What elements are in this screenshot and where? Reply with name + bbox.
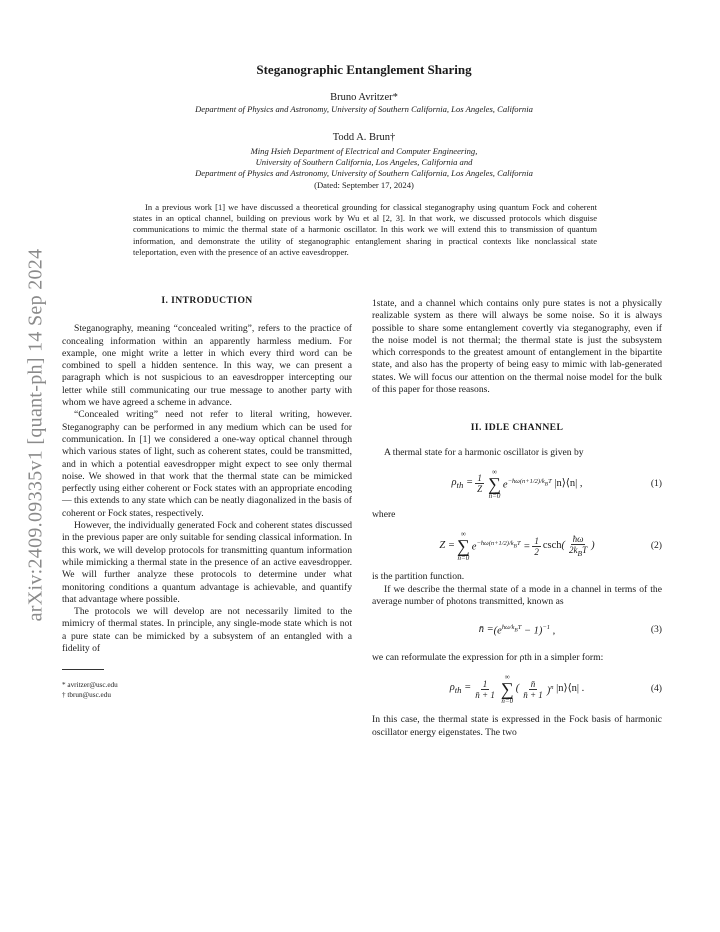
paper-title: Steganographic Entanglement Sharing	[256, 62, 472, 77]
paragraph: Steganography, meaning “concealed writing”, refers to the practice of concealing information within an apparently harmless medium. For example, one might write a letter in which every third word can be combined to spell a hidden sentence. In this way, we can present a paragraph which is not suspicious to an eavesdropper intercepting our letter while still communicating our true message to another party with whom we have agreed a scheme in advance.	[62, 323, 352, 409]
arxiv-identifier: arXiv:2409.09335v1 [quant-ph] 14 Sep 2024	[24, 248, 47, 622]
section-title-idle-channel: II. IDLE CHANNEL	[470, 422, 564, 434]
paragraph: The protocols we will develop are not necessarily limited to the mimicry of thermal states. In principle, any single-mode state which is not a pure state can be mimicked by a subsystem of an entangled with a fidelity of	[62, 606, 352, 655]
section-title-introduction: I. INTRODUCTION	[161, 295, 253, 306]
footnote-email-1: * avritzer@usc.edu	[62, 681, 118, 690]
paragraph-continued: 1state, and a channel which contains only pure states is not a physically realizable system as there will always be some noise. So it is always possible to share some entanglement covertly via steganography, even if the noise model is not thermal; the thermal state is just the subsystem which corresponds to the greatest amount of entanglement in the bipartite state, and also has the property of being easy to mimic with lab-generated states. We will focus our attention on the thermal noise model for the bulk of this paper for those reasons.	[372, 298, 662, 396]
equation-3: n̄ = $(e^{ħ\omega/k_BT} - 1)^{-1}$ , (3)	[478, 624, 662, 637]
equation-number: (4)	[650, 683, 662, 695]
affiliation-2-line-1: Ming Hsieh Department of Electrical and Computer Engineering,	[250, 146, 478, 156]
where-label: where	[372, 508, 396, 520]
date-line: (Dated: September 17, 2024)	[314, 180, 414, 190]
author-2: Todd A. Brun†	[332, 132, 396, 143]
footnote-rule	[62, 669, 104, 670]
affiliation-1: Department of Physics and Astronomy, University of Southern California, Los Angeles, California	[195, 104, 533, 114]
paragraph: If we describe the thermal state of a mode in a channel in terms of the average number of photons transmitted, known as	[372, 583, 662, 607]
equation-1: $\rho_{th}$ = $\frac{1}{Z}$ ∞ ∑ n=0 $e^{-ħ\omega(n+1/2)/k_BT}$ |n⟩⟨n| , (1)	[451, 467, 662, 500]
right-column	[372, 298, 662, 739]
equation-number: (1)	[650, 477, 662, 489]
author-1: Bruno Avritzer*	[330, 92, 398, 103]
arxiv-sidebar	[16, 220, 56, 650]
equation-number: (3)	[650, 624, 662, 636]
footnote-email-2: † tbrun@usc.edu	[62, 691, 111, 700]
abstract: In a previous work [1] we have discussed a theoretical grounding for classical steganography using quantum Fock and coherent states in an optical channel, building on previous work by Wu et al [2, 3]. In that work, we discussed protocols which disguise communications to mimic the thermal state of a harmonic oscillator. In this work we will extend this to transmission of quantum information, and demonstrate the utility of steganographic entanglement sharing in practical contexts like nonclassical state teleportation, even with the presence of an active eavesdropper.	[133, 202, 597, 257]
paragraph: In this case, the thermal state is expressed in the Fock basis of harmonic oscillator energy eigenstates. The two	[372, 714, 662, 738]
paragraph: A thermal state for a harmonic oscillator is given by	[384, 446, 584, 458]
paragraph: “Concealed writing” need not refer to literal writing, however. Steganography can be performed in any medium which can be used for communication. In [1] we considered a one-way optical channel through which various states of light, such as coherent states, could be transmitted, and in which a potential eavesdropper might expect to see only thermal noise. We showed in that work that the thermal state can be mimicked perfectly using either coherent or Fock states with an appropriate encoding — this extends to any state which can be neatly diagonalized in the basis of coherent or Fock states, respectively.	[62, 409, 352, 519]
paragraph: is the partition function.	[372, 571, 465, 583]
equation-number: (2)	[650, 540, 662, 552]
equation-4: $\rho_{th}$ = $\frac{1}{n̄ + 1}$ ∞ ∑ n=0 ( $\frac{n̄}{n̄ + 1}$ )$^n$ |n⟩⟨n| . (4)	[449, 673, 662, 706]
equation-2: Z = ∞ ∑ n=0 $e^{-ħ\omega(n+1/2)/k_BT}$ = $\frac{1}{2}$ csch ( $\frac{ħ\omega}{2k_BT}$ ) (2)	[439, 530, 662, 563]
paragraph: we can reformulate the expression for ρth in a simpler form:	[372, 652, 604, 664]
affiliation-2-line-2: University of Southern California, Los Angeles, California and	[255, 157, 473, 167]
affiliation-2-line-3: Department of Physics and Astronomy, University of Southern California, Los Angeles, California	[195, 168, 533, 178]
left-column	[62, 295, 352, 700]
paragraph: However, the individually generated Fock and coherent states discussed in the previous paper are only suitable for sending classical information. In this work, we will develop protocols for transmitting quantum information while mimicking a thermal state in the presence of an active eavesdropper. We will further analyze these protocols to determine under what monitoring conditions a quantum advantage is achievable, and quantify that advantage where possible.	[62, 520, 352, 605]
